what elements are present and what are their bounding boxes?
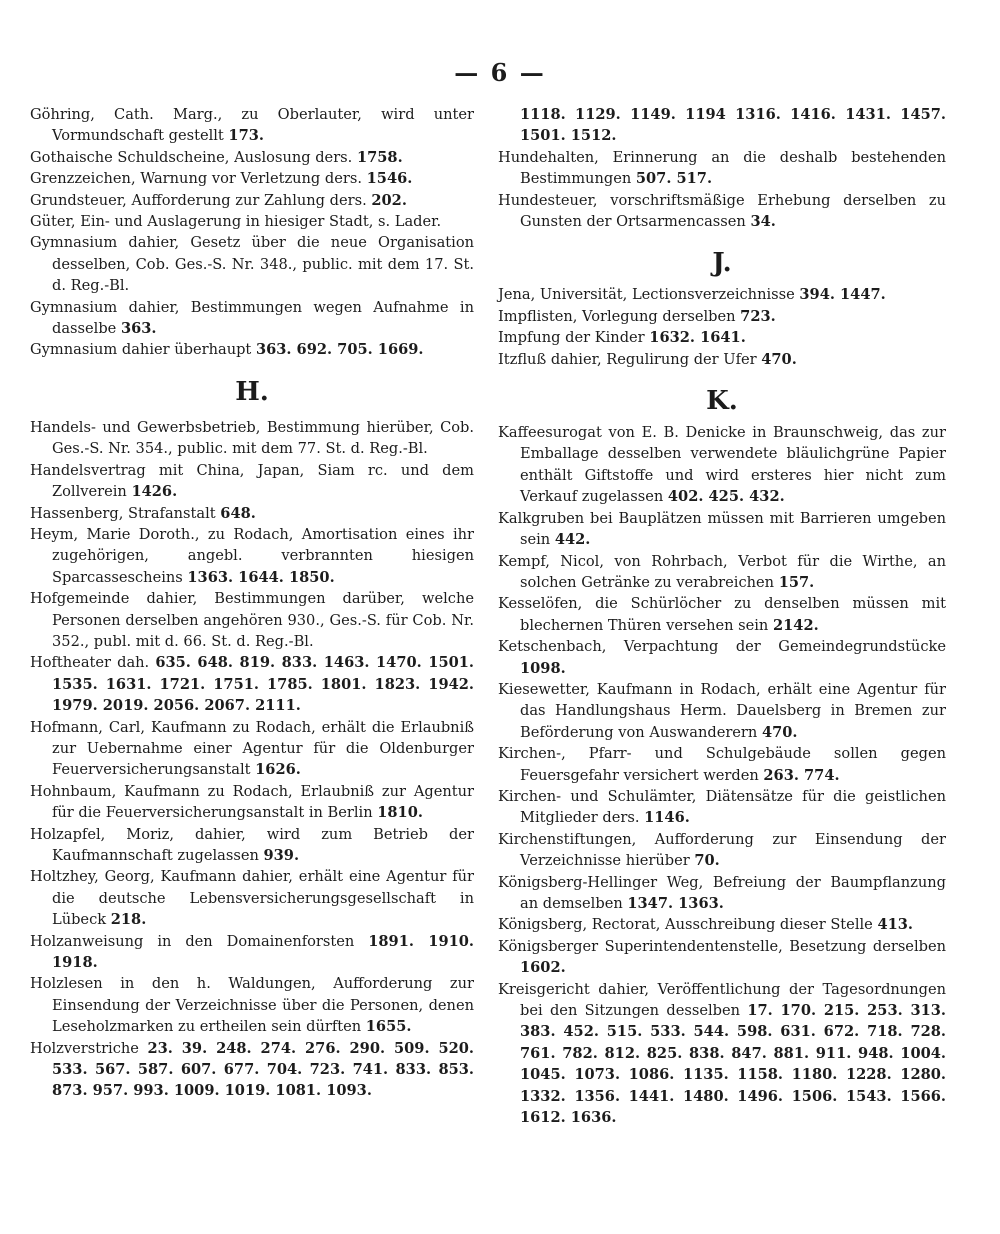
index-entry xyxy=(498,349,946,370)
entry-text: Kreisgericht dahier, Veröffentlichung der Tagesordnungen bei den Sitzungen desselben xyxy=(498,980,946,1020)
entry-text: Kirchen-, Pfarr- und Schulgebäude sollen gegen Feuersgefahr versichert werden xyxy=(498,745,946,784)
entries-h-continued xyxy=(498,147,946,233)
entry-page-numbers: 1758. xyxy=(356,148,403,166)
page-number: — 6 — xyxy=(454,58,546,87)
entry-page-numbers: 1602. xyxy=(520,959,566,977)
entry-page-numbers: 1426. xyxy=(131,483,178,501)
entry-text: Kirchen- und Schulämter, Diätensätze für die geistlichen Mitglieder ders. xyxy=(498,787,946,827)
entry-text: Itzfluß dahier, Regulirung der Ufer xyxy=(498,350,762,368)
index-entry xyxy=(30,524,474,588)
section-heading-h: H. xyxy=(235,376,269,407)
entry-text: Grenzzeichen, Warnung vor Verletzung ders. xyxy=(30,170,367,188)
entry-text: Holzanweisung in den Domainenforsten xyxy=(30,932,369,950)
section-heading-j: J. xyxy=(712,248,732,279)
index-entry xyxy=(498,829,946,872)
entry-page-numbers: 173. xyxy=(228,127,264,145)
entry-text: Handels- und Gewerbsbetrieb, Bestimmung hierüber, Cob. Ges.-S. Nr. 354., public. mit dem 77. St. d. Reg.-Bl. xyxy=(30,418,474,458)
index-entry xyxy=(30,931,474,974)
index-entry xyxy=(498,306,946,327)
entry-page-numbers: 635. 648. 819. 833. 1463. 1470. 1501. 1535. 1631. 1721. 1751. 1785. 1801. 1823. 1942. 1979. 2019. 2056. 2067. 2111. xyxy=(52,654,474,715)
entry-page-numbers: 363. 692. 705. 1669. xyxy=(255,341,424,359)
entry-text: Hofgemeinde dahier, Bestimmungen darüber, welche Personen derselben angehören 930., Ges.-S. für Cob. Nr. 352., publ. mit d. 66. St. d. Reg.-Bl. xyxy=(30,590,474,650)
index-entry xyxy=(498,422,946,508)
entry-text: Kalkgruben bei Bauplätzen müssen mit Barrieren umgeben sein xyxy=(498,509,946,549)
entry-page-numbers: 402. 425. 432. xyxy=(667,488,785,506)
entry-text: Göhring, Cath. Marg., zu Oberlauter, wird unter Vormundschaft gestellt xyxy=(30,106,474,145)
index-entry xyxy=(30,339,474,360)
entry-text: Hundehalten, Erinnerung an die deshalb bestehenden Bestimmungen xyxy=(498,148,946,188)
entry-page-numbers: 507. 517. xyxy=(635,170,713,188)
entry-page-numbers: 413. xyxy=(877,916,913,934)
entry-text: Impfung der Kinder xyxy=(498,329,650,347)
index-entry xyxy=(498,636,946,679)
entry-text: Hassenberg, Strafanstalt xyxy=(30,504,221,522)
index-entry xyxy=(498,593,946,636)
index-entry xyxy=(498,679,946,743)
index-entry xyxy=(30,232,474,296)
index-entry xyxy=(30,190,474,211)
entry-text: Königsberg-Hellinger Weg, Befreiung der Baumpflanzung an demselben xyxy=(498,873,946,912)
entries-k xyxy=(498,422,946,1128)
entry-page-numbers: 17. 170. 215. 253. 313. 383. 452. 515. 533. 544. 598. 631. 672. 718. 728. 761. 782. 812. 825. 838. 847. 881. 911. 948. 1004. 1045. 1073. 1086. 1135. 1158. 1180. 1228. 1280. 1332. 1356. 1441. 1480. 1496. 1506. 1543. 1566. 1612. 1636. xyxy=(520,1002,946,1127)
entry-text: Königsberg, Rectorat, Ausschreibung dieser Stelle xyxy=(498,916,878,934)
entry-text: Kirchenstiftungen, Aufforderung zur Einsendung der Verzeichnisse hierüber xyxy=(498,830,946,870)
index-entry xyxy=(498,936,946,979)
entry-text: Impflisten, Vorlegung derselben xyxy=(498,307,741,325)
entry-text: Handelsvertrag mit China, Japan, Siam rc. und dem Zollverein xyxy=(30,461,474,501)
entry-text: Heym, Marie Doroth., zu Rodach, Amortisation eines ihr zugehörigen, angebl. verbrannten hiesigen Sparcassescheins xyxy=(30,525,474,586)
index-entry xyxy=(30,973,474,1037)
index-entry xyxy=(30,460,474,503)
entry-text: Ketschenbach, Verpachtung der Gemeindegrundstücke xyxy=(498,638,946,656)
index-entry xyxy=(498,979,946,1129)
entry-text: Hundesteuer, vorschriftsmäßige Erhebung derselben zu Gunsten der Ortsarmencassen xyxy=(498,191,946,231)
entry-page-numbers: 470. xyxy=(761,350,797,368)
index-entry xyxy=(30,717,474,781)
index-entry xyxy=(30,652,474,716)
entry-text: Kiesewetter, Kaufmann in Rodach, erhält eine Agentur für das Handlungshaus Herm. Dauelsberg in Bremen zur Beförderung von Auswanderern xyxy=(498,680,946,741)
entry-text: Kaffeesurogat von E. B. Denicke in Braunschweig, das zur Emballage desselben verwendete bläulichgrüne Papier enthält Giftstoffe und wird ersteres hier nicht zum Verkauf zugelassen xyxy=(498,424,946,506)
entry-page-numbers: 1655. xyxy=(365,1018,412,1036)
entry-text: Holzapfel, Moriz, dahier, wird zum Betrieb der Kaufmannschaft zugelassen xyxy=(30,825,474,864)
index-entry xyxy=(498,508,946,551)
entry-text: Hofmann, Carl, Kaufmann zu Rodach, erhält die Erlaubniß zur Uebernahme einer Agentur für die Oldenburger Feuerversicherungsanstalt xyxy=(30,718,474,779)
entry-page-numbers: 34. xyxy=(750,213,776,231)
entry-page-numbers: 648. xyxy=(220,504,256,522)
entry-page-numbers: 394. 1447. xyxy=(799,286,886,304)
entry-text: Holzlesen in den h. Waldungen, Aufforderung zur Einsendung der Verzeichnisse über die Personen, denen Leseholzmarken zu ertheilen sein dürften xyxy=(30,975,474,1036)
index-entry xyxy=(498,551,946,594)
index-entry xyxy=(30,1038,474,1102)
entry-text: Holtzhey, Georg, Kaufmann dahier, erhält eine Agentur für die deutsche Lebensversicherungsgesellschaft in Lübeck xyxy=(30,868,474,929)
entry-text: Grundsteuer, Aufforderung zur Zahlung ders. xyxy=(30,191,372,209)
index-entry xyxy=(30,297,474,340)
index-entry xyxy=(30,781,474,824)
entry-page-numbers: 1363. 1644. 1850. xyxy=(187,568,335,586)
entry-page-numbers: 1891. 1910. 1918. xyxy=(52,932,474,972)
index-entry xyxy=(498,284,946,305)
entry-page-numbers: 363. xyxy=(120,320,157,338)
index-entry xyxy=(30,147,474,168)
entry-text: Hoftheater dah. xyxy=(30,654,156,672)
index-entry xyxy=(30,866,474,930)
entry-page-numbers: 1347. 1363. xyxy=(627,895,724,912)
entry-page-numbers: 1626. xyxy=(255,761,301,779)
index-entry xyxy=(30,417,474,460)
entry-page-numbers: 2142. xyxy=(772,616,819,634)
entry-page-numbers: 939. xyxy=(263,847,300,864)
entry-page-numbers: 70. xyxy=(694,852,720,870)
entry-page-numbers: 1546. xyxy=(366,170,413,188)
index-entry xyxy=(498,786,946,829)
entry-page-numbers: 1632. 1641. xyxy=(649,329,746,347)
entry-text: Holzverstriche xyxy=(30,1039,148,1057)
entries-g xyxy=(30,104,474,361)
left-column xyxy=(30,104,474,1102)
entry-text: Kesselöfen, die Schürlöcher zu denselben müssen mit blechernen Thüren versehen sein xyxy=(498,595,946,634)
entry-text: Königsberger Superintendentenstelle, Besetzung derselben xyxy=(498,937,946,955)
entry-text: Gymnasium dahier, Gesetz über die neue Organisation desselben, Cob. Ges.-S. Nr. 348., public. mit dem 17. St. d. Reg.-Bl. xyxy=(30,234,474,295)
entry-page-numbers: 157. xyxy=(778,573,815,591)
entry-page-numbers: 202. xyxy=(371,191,407,209)
entries-h xyxy=(30,417,474,1102)
entry-page-numbers: 263. 774. xyxy=(763,766,840,784)
index-entry xyxy=(498,147,946,190)
entry-text: Gothaische Schuldscheine, Auslosung ders. xyxy=(30,148,357,166)
entries-j xyxy=(498,284,946,370)
entry-page-numbers: 1810. xyxy=(377,804,423,822)
entry-page-numbers: 442. xyxy=(554,531,591,549)
right-column xyxy=(498,104,946,1128)
index-entry xyxy=(30,211,474,232)
entry-text: Gymnasium dahier, Bestimmungen wegen Aufnahme in dasselbe xyxy=(30,298,474,338)
entry-page-numbers: 470. xyxy=(761,723,798,741)
entry-text: Jena, Universität, Lectionsverzeichnisse xyxy=(498,286,800,304)
index-entry xyxy=(30,168,474,189)
entry-text: Hohnbaum, Kaufmann zu Rodach, Erlaubniß zur Agentur für die Feuerversicherungsanstalt in Berlin xyxy=(30,782,474,822)
continued-entry xyxy=(498,104,946,147)
entry-page-numbers: 1118. 1129. 1149. 1194 1316. 1416. 1431. 1457. 1501. 1512. xyxy=(520,106,946,145)
index-entry xyxy=(498,327,946,348)
entry-text: Kempf, Nicol, von Rohrbach, Verbot für die Wirthe, an solchen Getränke zu verabreichen xyxy=(498,552,946,591)
entry-page-numbers: 218. xyxy=(110,911,147,929)
index-entry xyxy=(498,914,946,935)
entry-page-numbers: 723. xyxy=(740,307,776,325)
entry-text: Güter, Ein- und Auslagerung in hiesiger Stadt, s. Lader. xyxy=(30,213,442,231)
index-entry xyxy=(498,743,946,786)
entry-text: Gymnasium dahier überhaupt xyxy=(30,341,256,359)
section-heading-k: K. xyxy=(706,386,738,417)
index-entry xyxy=(30,588,474,652)
index-entry xyxy=(498,190,946,233)
index-entry xyxy=(30,503,474,524)
index-entry xyxy=(30,824,474,867)
index-entry xyxy=(30,104,474,147)
entry-page-numbers: 23. 39. 248. 274. 276. 290. 509. 520. 533. 567. 587. 607. 677. 704. 723. 741. 833. 853. 873. 957. 993. 1009. 1019. 1081. 1093. xyxy=(52,1039,475,1100)
index-entry xyxy=(498,872,946,915)
entry-page-numbers: 1146. xyxy=(644,809,690,827)
entry-page-numbers: 1098. xyxy=(520,659,566,677)
